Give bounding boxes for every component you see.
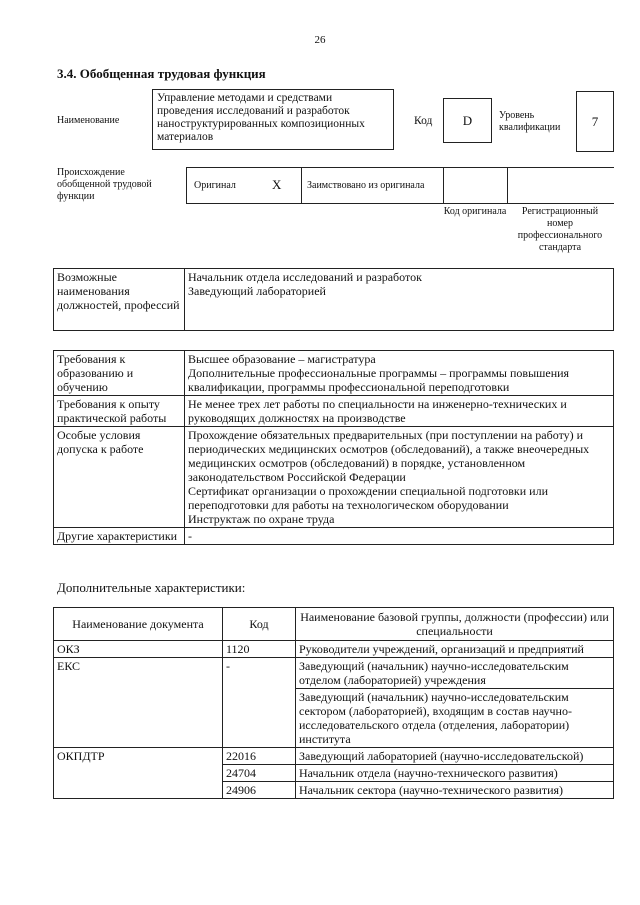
doc-cell: ОКПДТР bbox=[54, 748, 223, 799]
name-cell: Начальник отдела (научно-технического развития) bbox=[296, 765, 614, 782]
name-cell: Начальник сектора (научно-технического развития) bbox=[296, 782, 614, 799]
col-header-code: Код bbox=[223, 608, 296, 641]
section-title: 3.4. Обобщенная трудовая функция bbox=[57, 66, 266, 81]
col-header-doc: Наименование документа bbox=[54, 608, 223, 641]
req-label: Другие характеристики bbox=[54, 528, 185, 545]
req-line: Не менее трех лет работы по специальности на инженерно-технических и руководящих должностях на производстве bbox=[188, 397, 567, 425]
code-cell: 22016 bbox=[223, 748, 296, 765]
level-value: 7 bbox=[576, 91, 614, 152]
positions-label: Возможные наименования должностей, профессий bbox=[54, 269, 185, 331]
name-cell: Заведующий (начальник) научно-исследовательским сектором (лабораторией), входящим в состав научно-исследовательского отдела (отделения, лаборатории) института bbox=[296, 689, 614, 748]
borrowed-label: Заимствовано из оригинала bbox=[307, 180, 425, 191]
req-values bbox=[185, 427, 614, 528]
position-item: Заведующий лабораторией bbox=[188, 284, 326, 298]
name-cell: Заведующий (начальник) научно-исследовательским отделом (лабораторией) учреждения bbox=[296, 658, 614, 689]
page-number: 26 bbox=[314, 34, 326, 46]
req-label: Требования к опыту практической работы bbox=[54, 396, 185, 427]
origin-label: Происхождение обобщенной трудовой функции bbox=[57, 167, 152, 202]
req-label: Особые условия допуска к работе bbox=[54, 427, 185, 528]
req-values bbox=[185, 351, 614, 396]
code-cell: 24906 bbox=[223, 782, 296, 799]
position-item: Начальник отдела исследований и разработок bbox=[188, 270, 422, 284]
req-line: Прохождение обязательных предварительных (при поступлении на работу) и периодических медицинских осмотров (обследований), а также внеочередных медицинских осмотров (обследований) в порядке, установленном законодательством Российской Федерации bbox=[188, 428, 590, 484]
name-value: Управление методами и средствами проведения исследований и разработок наноструктурированных композиционных материалов bbox=[152, 89, 394, 150]
origin-divider bbox=[186, 167, 187, 204]
reg-number-caption: Регистрационный номер профессионального стандарта bbox=[517, 206, 603, 253]
origin-divider bbox=[507, 167, 508, 204]
name-cell: Руководители учреждений, организаций и предприятий bbox=[296, 641, 614, 658]
req-values bbox=[185, 396, 614, 427]
req-line: Дополнительные профессиональные программы – программы повышения квалификации, программы профессиональной переподготовки bbox=[188, 366, 570, 394]
original-mark: X bbox=[272, 177, 282, 192]
code-cell: 24704 bbox=[223, 765, 296, 782]
code-cell: - bbox=[223, 658, 296, 748]
col-header-name: Наименование базовой группы, должности (профессии) или специальности bbox=[296, 608, 614, 641]
positions-values bbox=[185, 269, 614, 331]
req-line: - bbox=[188, 529, 192, 543]
req-line: Сертификат организации о прохождении специальной подготовки или переподготовки для работы на технологическом оборудовании bbox=[188, 484, 549, 512]
additional-title: Дополнительные характеристики: bbox=[57, 580, 246, 595]
code-cell: 1120 bbox=[223, 641, 296, 658]
additional-table bbox=[53, 607, 614, 799]
req-values bbox=[185, 528, 614, 545]
original-label: Оригинал bbox=[194, 180, 236, 191]
origin-divider bbox=[301, 167, 302, 204]
origin-divider bbox=[443, 167, 444, 204]
positions-table bbox=[53, 268, 614, 331]
code-value: D bbox=[443, 98, 492, 143]
doc-cell: ОКЗ bbox=[54, 641, 223, 658]
req-line: Высшее образование – магистратура bbox=[188, 352, 376, 366]
doc-cell: ЕКС bbox=[54, 658, 223, 748]
name-label: Наименование bbox=[57, 115, 120, 126]
requirements-table bbox=[53, 350, 614, 545]
level-label: Уровень квалификации bbox=[499, 110, 561, 133]
code-label: Код bbox=[414, 115, 433, 127]
req-label: Требования к образованию и обучению bbox=[54, 351, 185, 396]
name-cell: Заведующий лабораторией (научно-исследовательской) bbox=[296, 748, 614, 765]
req-line: Инструктаж по охране труда bbox=[188, 512, 335, 526]
code-original-caption: Код оригинала bbox=[443, 206, 507, 217]
